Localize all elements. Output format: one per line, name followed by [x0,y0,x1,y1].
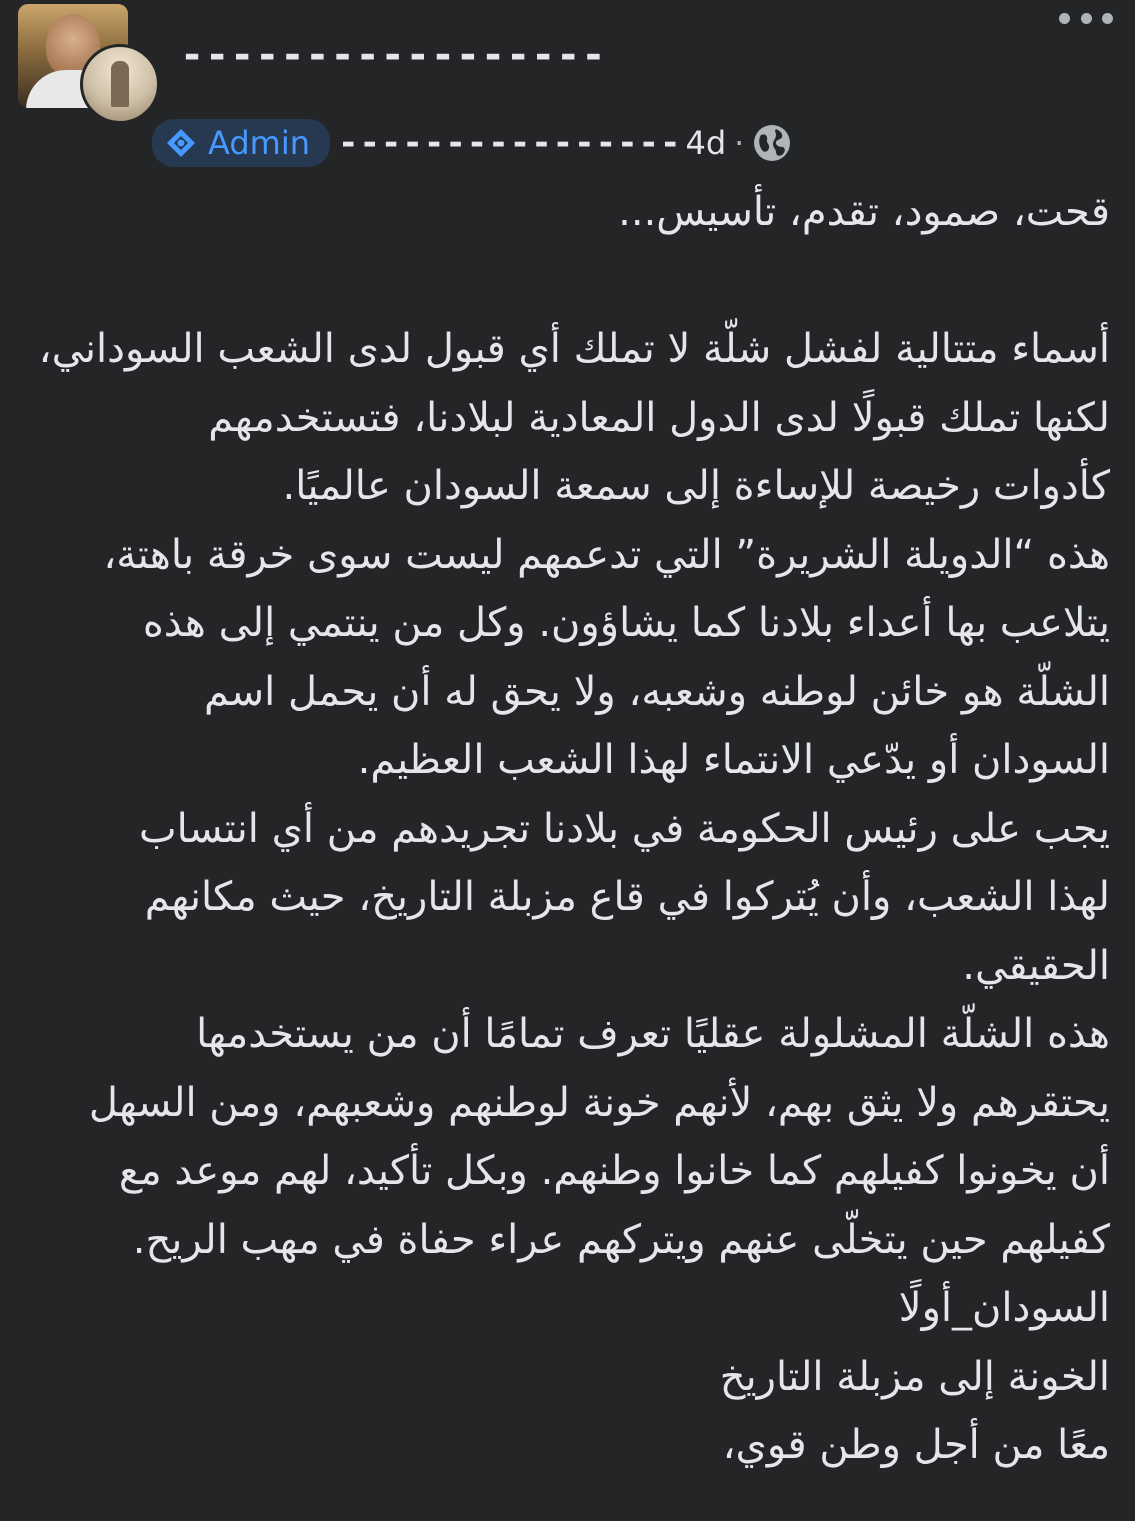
post-body-line: معًا من أجل وطن قوي، [722,1422,1110,1468]
group-name[interactable]: ---------------- [337,123,682,163]
author-name[interactable]: ----------------- [180,32,607,78]
post-body-line: كفيلهم حين يتخلّى عنهم ويتركهم عراء حفاة في مهب الريح. [132,1216,1110,1263]
admin-badge-label: Admin [208,124,310,162]
post-body-line: الشلّة هو خائن لوطنه وشعبه، ولا يحق له أن يحمل اسم [203,668,1110,715]
post-body-line: الخونة إلى مزبلة التاريخ [719,1353,1110,1400]
more-horizontal-icon [1059,13,1070,24]
post-body-line: قحت، صمود، تقدم، تأسيس... [618,189,1110,235]
post-body-line: أسماء متتالية لفشل شلّة لا تملك أي قبول لدى الشعب السوداني، [38,326,1110,372]
post-body-line: السودان أو يدّعي الانتماء لهذا الشعب العظيم. [357,737,1110,783]
post-body-line: لكنها تملك قبولًا لدى الدول المعادية لبلادنا، فتستخدمهم [208,394,1110,441]
avatar-figure-shape [111,61,129,107]
avatar-group[interactable] [18,4,138,114]
globe-icon[interactable] [752,123,792,163]
post-body-line: هذه “الدويلة الشريرة” التي تدعمهم ليست سوى خرقة باهتة، [103,531,1110,578]
post-body-line: أن يخونوا كفيلهم كما خانوا وطنهم. وبكل تأكيد، لهم موعد مع [118,1148,1110,1194]
post-body [18,178,1110,1480]
post-body-line: السودان_أولًا [898,1285,1110,1331]
post-body-blank-line [18,247,1110,316]
post-body-line: يجب على رئيس الحكومة في بلادنا تجريدهم من أي انتساب [139,805,1110,852]
admin-shield-icon [166,128,196,158]
post-body-line: يتلاعب بها أعداء بلادنا كما يشاؤون. وكل من ينتمي إلى هذه [142,600,1110,646]
post-body-line: هذه الشلّة المشلولة عقليًا تعرف تمامًا أن من يستخدمها [196,1011,1110,1057]
post-meta [152,118,792,168]
post-body-line: كأدوات رخيصة للإساءة إلى سمعة السودان عالميًا. [282,463,1110,509]
post-body-line: الحقيقي. [962,942,1110,989]
more-options-button[interactable] [1059,6,1113,30]
post-body-line: يحتقرهم ولا يثق بهم، لأنهم خونة لوطنهم وشعبهم، ومن السهل [88,1079,1110,1126]
author-avatar[interactable] [80,44,160,124]
more-horizontal-icon [1102,13,1113,24]
meta-separator: · [734,124,745,162]
more-horizontal-icon [1081,13,1092,24]
post-time[interactable]: 4d [685,124,727,162]
post-body-line: لهذا الشعب، وأن يُتركوا في قاع مزبلة التاريخ، حيث مكانهم [144,874,1110,920]
admin-badge[interactable] [152,119,330,167]
